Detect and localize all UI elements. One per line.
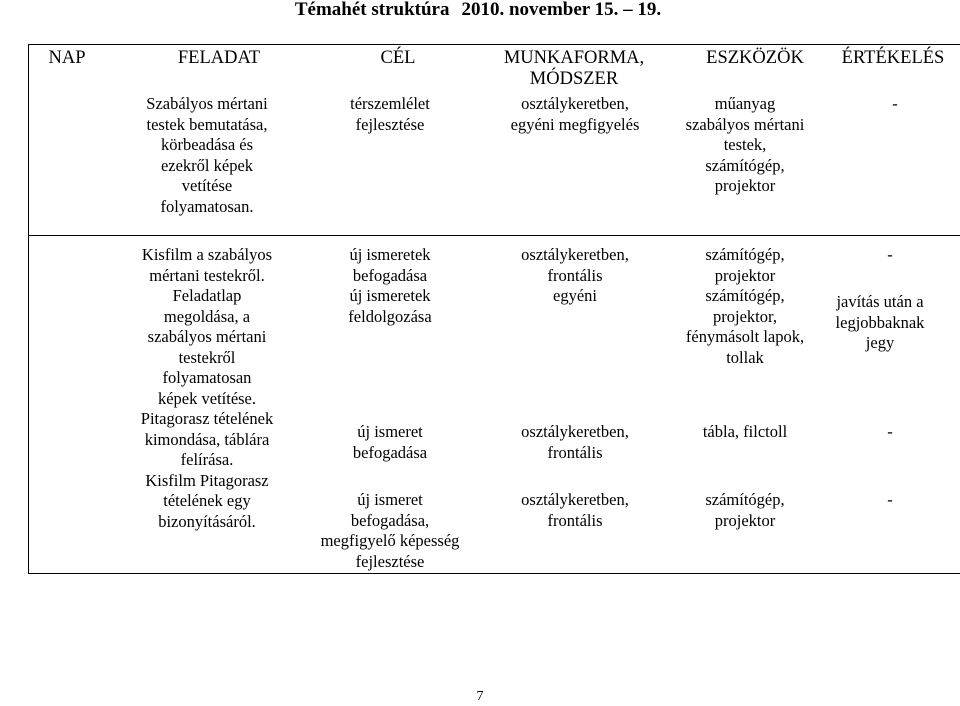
- row2-feladat-line: mértani testekről.: [149, 265, 265, 285]
- row2-ert-c: -: [887, 422, 893, 441]
- row1-feladat: [112, 94, 302, 217]
- header-eszkozok: ESZKÖZÖK: [706, 48, 804, 68]
- row2-feladat-line: Kisfilm Pitagorasz: [145, 470, 269, 490]
- row2-ert-line: jegy: [865, 333, 895, 352]
- row2-feladat-line: Feladatlap: [172, 286, 242, 305]
- row2-feladat-line: felírása.: [180, 450, 234, 469]
- row1-eszkozok: [670, 94, 820, 197]
- row2-ert-line: legjobbaknak: [835, 312, 925, 332]
- row2-cel-line: fejlesztése: [355, 551, 425, 571]
- row2-munka-line: osztálykeretben,: [521, 422, 629, 441]
- row1-eszkozok-line: szabályos mértani: [685, 114, 805, 134]
- row2-cel-c: [300, 490, 480, 572]
- row1-munkaforma-line: egyéni megfigyelés: [510, 114, 640, 134]
- row1-cel: [300, 94, 480, 135]
- row2-munka-line: frontális: [547, 265, 603, 285]
- row2-feladat-line: tételének egy: [163, 491, 251, 510]
- row2-feladat-line: megoldása, a: [163, 306, 251, 326]
- row2-cel-line: befogadása: [352, 442, 428, 462]
- row1-cel-line: fejlesztése: [355, 114, 425, 134]
- row2-ert-b: [805, 292, 955, 354]
- table-left-border: [28, 44, 29, 574]
- row2-feladat-line: szabályos mértani: [147, 327, 267, 346]
- table-row1-border: [28, 235, 960, 236]
- row2-cel-line: új ismeret: [357, 422, 423, 441]
- row1-feladat-line: vetítése: [181, 176, 233, 195]
- header-munkaforma: [484, 48, 664, 90]
- page-title: [0, 0, 960, 22]
- row2-eszk-line: projektor: [714, 265, 776, 285]
- row2-eszk-line: fénymásolt lapok,: [685, 327, 805, 346]
- header-munkaforma-line2: MÓDSZER: [529, 69, 619, 89]
- header-munkaforma-line1: MUNKAFORMA,: [503, 48, 645, 68]
- row2-eszk-b: [660, 422, 830, 443]
- row2-eszk-line: számítógép,: [705, 286, 785, 305]
- title-dates: 2010. november 15. – 19.: [461, 0, 662, 20]
- row2-eszk-line: tollak: [726, 347, 764, 367]
- row1-ertekeles: -: [892, 94, 898, 113]
- row2-cel-line: új ismeret: [357, 490, 423, 509]
- row2-eszk-line: tábla, filctoll: [702, 422, 788, 441]
- row2-eszk-line: számítógép,: [705, 490, 785, 509]
- header-ertekeles: ÉRTÉKELÉS: [841, 48, 945, 68]
- row1-feladat-line: testek bemutatása,: [146, 114, 268, 134]
- row2-feladat-line: kimondása, táblára: [144, 429, 270, 449]
- row1-munkaforma-line: osztálykeretben,: [521, 94, 629, 113]
- table-bottom-border: [28, 573, 960, 574]
- row2-feladat-line: testekről: [178, 347, 236, 367]
- row2-cel-line: megfigyelő képesség: [320, 531, 460, 550]
- row2-cel-line: új ismeretek: [349, 286, 431, 305]
- row1-feladat-line: folyamatosan.: [160, 196, 254, 216]
- row2-ert-line: javítás után a: [836, 292, 924, 311]
- row1-munkaforma: [480, 94, 670, 135]
- row2-munka-line: frontális: [547, 442, 603, 462]
- row2-munka-line: egyéni: [553, 286, 597, 305]
- row2-cel-a: [300, 245, 480, 327]
- row2-munka-line: osztálykeretben,: [521, 245, 629, 264]
- row2-munka-a: [480, 245, 670, 307]
- row2-munka-b: [480, 422, 670, 463]
- title-text: Témahét struktúra: [294, 0, 450, 20]
- row2-munka-line: frontális: [547, 510, 603, 530]
- row2-cel-line: feldolgozása: [348, 306, 432, 326]
- row1-cel-line: térszemlélet: [350, 94, 430, 113]
- row2-eszk-line: számítógép,: [705, 245, 785, 264]
- row2-feladat-line: bizonyításáról.: [158, 511, 256, 531]
- header-nap: NAP: [48, 48, 86, 68]
- row1-feladat-line: Szabályos mértani: [146, 94, 268, 113]
- row2-munka-c: [480, 490, 670, 531]
- row1-eszkozok-line: projektor: [714, 176, 776, 195]
- row2-feladat: [112, 245, 302, 532]
- page-number: 7: [476, 689, 484, 704]
- row2-eszk-line: projektor: [714, 510, 776, 530]
- row1-eszkozok-line: számítógép,: [705, 155, 785, 175]
- row1-feladat-line: ezekről képek: [160, 155, 254, 175]
- row2-feladat-line: Pitagorasz tételének: [140, 409, 274, 428]
- row2-feladat-line: képek vetítése.: [157, 388, 257, 408]
- header-feladat: FELADAT: [177, 48, 261, 68]
- row2-cel-b: [300, 422, 480, 463]
- row2-ert-d: -: [887, 490, 893, 509]
- row2-cel-line: befogadása,: [350, 510, 430, 530]
- row1-feladat-line: körbeadása és: [160, 135, 254, 154]
- row2-eszk-line: projektor,: [713, 306, 777, 326]
- row1-eszkozok-line: testek,: [723, 135, 767, 154]
- row2-feladat-line: Kisfilm a szabályos: [141, 245, 273, 264]
- table-header-row: [28, 44, 960, 88]
- row2-eszk-c: [660, 490, 830, 531]
- row2-cel-line: befogadása: [352, 265, 428, 285]
- header-cel: CÉL: [380, 48, 416, 68]
- row2-munka-line: osztálykeretben,: [521, 490, 629, 509]
- row2-ert-a: -: [887, 245, 893, 264]
- row1-eszkozok-line: műanyag: [714, 94, 776, 113]
- row2-feladat-line: folyamatosan: [162, 368, 252, 387]
- row2-cel-line: új ismeretek: [349, 245, 431, 264]
